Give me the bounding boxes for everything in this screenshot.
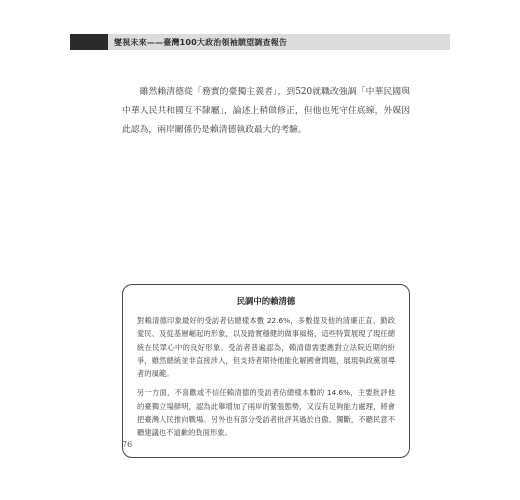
page-number: 76 <box>122 440 133 449</box>
sidebar-box-paragraph: 對賴清德印象最好的受訪者佔總樣本數 22.6%，多數提及他的清廉正直、勤政愛民、及從基層崛起的形象，以及踏實穩健的做事風格，這些特質展現了現任總統在民眾心中的良好形象。受訪者普遍認為，賴清德需要應對立法院近期的紛爭，雖然總統並非直接涉入，但支持者期待他能化解國會問題，展現執政黨領導者的風範。 <box>137 316 395 379</box>
body-paragraph-block <box>122 83 410 140</box>
sidebar-box-title: 民調中的賴清德 <box>236 296 296 306</box>
sidebar-box <box>122 284 410 458</box>
sidebar-box-paragraph: 另一方面，不喜歡或不信任賴清德的受訪者佔總樣本數的 14.6%，主要批評他的臺獨立場鮮明，認為此舉增加了兩岸的緊張態勢，又沒有足夠能力處理，將會把臺灣人民推向戰場。另外也有部分受訪者批評其過於自傲、獨斷，不聽民意不聽建議也不道歉的負面形象。 <box>137 388 395 438</box>
running-header <box>70 34 450 50</box>
body-paragraph: 雖然賴清德從「務實的臺獨主義者」，到520就職改強調「中華民國與中華人民共和國互不隸屬」，論述上稍做修正，但他也死守住底線，外媒因此認為，兩岸關係仍是賴清德執政最大的考驗。 <box>122 87 410 135</box>
running-header-title: 燮視未來——臺灣100大政治領袖競望調查報告 <box>114 37 288 47</box>
header-decoration-block <box>70 34 108 50</box>
header-band <box>108 34 450 50</box>
